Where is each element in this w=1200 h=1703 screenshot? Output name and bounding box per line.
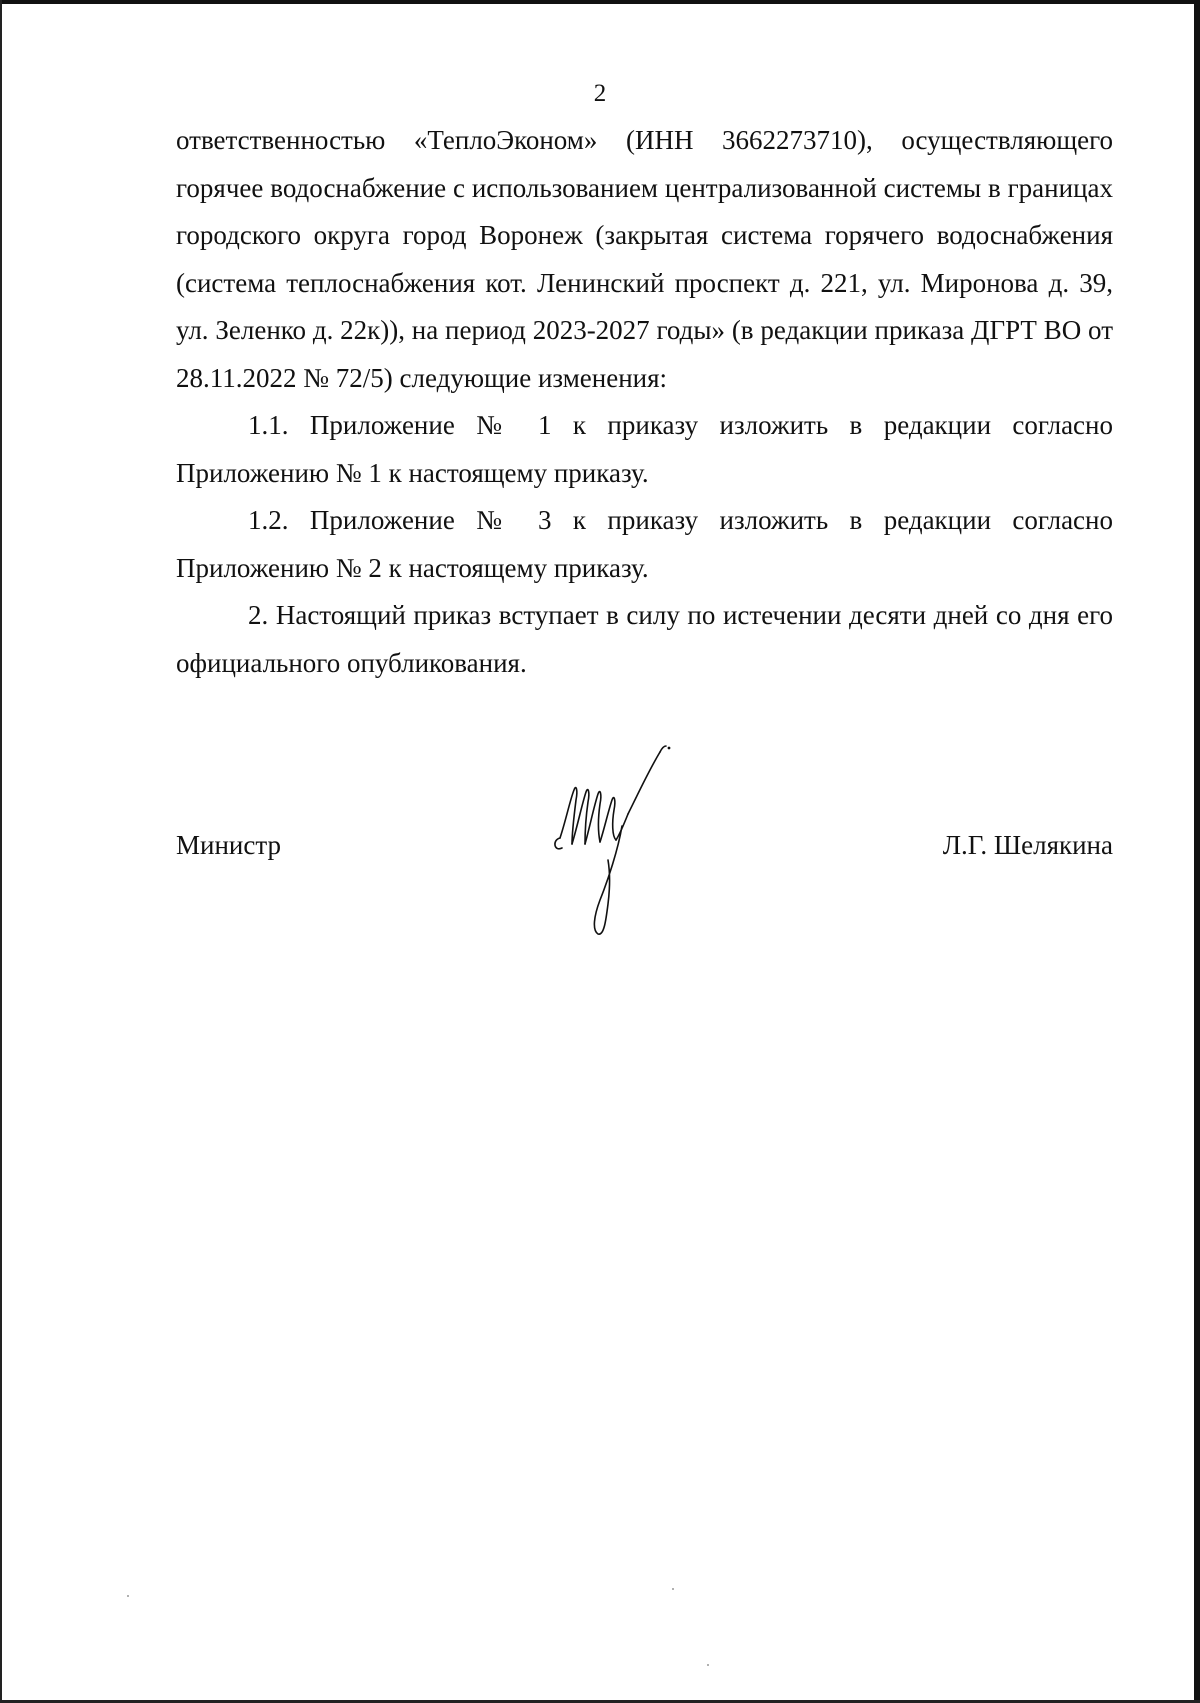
scan-speck [707,1664,709,1666]
handwritten-signature [548,740,688,940]
paragraph-continuation: ответственностью «ТеплоЭконом» (ИНН 3662273710), осуществляющего горячее водоснабжение с использованием централизованной системы в границах городского округа город Воронеж (закрытая система горячего водоснабжения (система теплоснабжения кот. Ленинский проспект д. 221, ул. Миронова д. 39, ул. Зеленко д. 22к)), на период 2023-2027 годы» (в редакции приказа ДГРТ ВО от 28.11.2022 № 72/5) следующие изменения: [176,125,1113,393]
paragraph-item-1-2: 1.2. Приложение № 3 к приказу изложить в редакции согласно Приложению № 2 к настоящему приказу. [176,505,1113,583]
page-number: 2 [593,80,607,107]
scan-speck [672,1588,674,1590]
scan-border-top [0,0,1200,4]
paragraph-item-2: 2. Настоящий приказ вступает в силу по истечении десяти дней со дня его официального опубликования. [176,600,1113,678]
document-body [176,117,1113,687]
scan-speck [127,1595,129,1597]
signatory-name: Л.Г. Шелякина [942,830,1113,860]
scan-border-right [1194,0,1200,1703]
scan-border-left [0,0,2,1703]
paragraph-item-1-1: 1.1. Приложение № 1 к приказу изложить в редакции согласно Приложению № 1 к настоящему приказу. [176,410,1113,488]
signatory-title: Министр [176,830,281,860]
